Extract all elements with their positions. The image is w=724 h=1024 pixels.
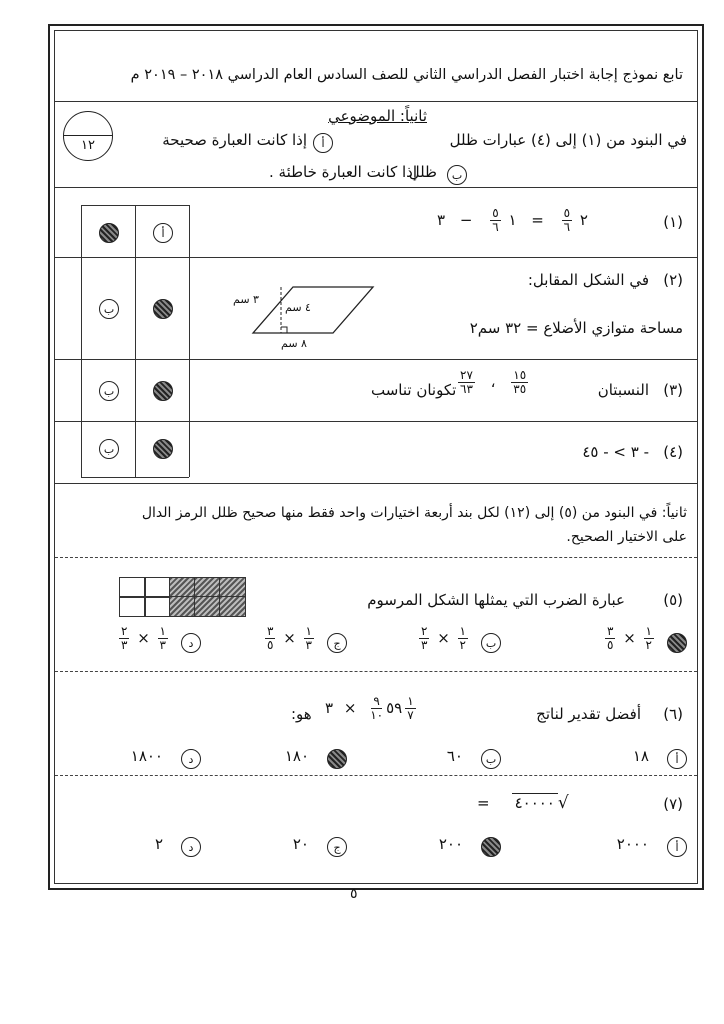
q2-number: (٢) <box>663 271 683 289</box>
page-number: ٥ <box>350 886 358 902</box>
q7-option-d-value: ٢ <box>154 835 163 853</box>
q6-option-c-value: ١٨٠ <box>284 747 309 765</box>
q3-post: تكونان تناسب <box>371 381 457 399</box>
page-frame <box>48 24 704 890</box>
q6-option-d[interactable]: د <box>181 749 201 769</box>
q2-text2: مساحة متوازي الأضلاع = ٣٢ سم٢ <box>469 319 683 337</box>
rule <box>55 421 697 422</box>
q1-option-true[interactable] <box>99 223 119 243</box>
section1-instr1b: إذا كانت العبارة صحيحة <box>162 131 307 149</box>
sqrt-icon: √ <box>557 793 569 813</box>
q6-option-b-value: ٦٠ <box>446 747 463 765</box>
q1-option-false[interactable]: أ <box>153 223 173 243</box>
rule <box>55 483 697 484</box>
section1-instr2: ظلل <box>408 163 437 181</box>
q5-option-a[interactable] <box>667 633 687 653</box>
q7-option-b[interactable] <box>481 837 501 857</box>
q6-number: (٦) <box>663 705 683 723</box>
section1-instr2b: إذا كانت العبارة خاطئة . <box>269 163 417 181</box>
q5-grid-figure <box>119 577 247 617</box>
q5-option-b[interactable]: ب <box>481 633 501 653</box>
inner-frame <box>54 30 698 884</box>
q5-option-d[interactable]: د <box>181 633 201 653</box>
q4-number: (٤) <box>663 443 683 461</box>
separator <box>55 671 697 672</box>
q5-option-c-value: $\frac{٣}{٥}$ × $\frac{١}{٣}$ <box>266 624 312 652</box>
q7-radical <box>477 793 569 813</box>
q5-option-a-value: $\frac{٣}{٥}$ × $\frac{١}{٢}$ <box>606 624 652 652</box>
q3-number: (٣) <box>663 381 683 399</box>
q5-option-d-value: $\frac{٢}{٣}$ × $\frac{١}{٣}$ <box>120 624 166 652</box>
q6-expression: ٥٩ $\frac{٩}{١٠}$ × ٣ $\frac{١}{٧}$ <box>325 694 414 722</box>
q6-option-d-value: ١٨٠٠ <box>130 747 163 765</box>
q6-tail: هو: <box>291 705 312 723</box>
q6-option-c[interactable] <box>327 749 347 769</box>
q2-label-side: ٣ سم <box>233 293 259 306</box>
q7-option-c-value: ٢٠ <box>292 835 309 853</box>
q7-radicand: ٤٠٠٠٠ <box>512 793 558 812</box>
q7-option-c[interactable]: ج <box>327 837 347 857</box>
q5-text: عبارة الضرب التي يمثلها الشكل المرسوم <box>367 591 625 609</box>
q5-number: (٥) <box>663 591 683 609</box>
q6-option-a-value: ١٨ <box>632 747 649 765</box>
parallelogram-figure <box>223 277 393 353</box>
q7-equals: = <box>477 794 490 812</box>
q6-text: أفضل تقدير لناتج <box>536 705 641 723</box>
q3-pre: النسبتان <box>597 381 649 399</box>
separator <box>55 557 697 558</box>
rule <box>55 257 697 258</box>
rule <box>55 187 697 188</box>
q7-option-a-value: ٢٠٠٠ <box>616 835 649 853</box>
q1-whole-c: ٢ <box>579 211 588 229</box>
true-symbol: أ <box>313 133 333 153</box>
q6-option-b[interactable]: ب <box>481 749 501 769</box>
q7-option-b-value: ٢٠٠ <box>438 835 463 853</box>
q5-option-c[interactable]: ج <box>327 633 347 653</box>
q2-option-true[interactable] <box>153 299 173 319</box>
q4-option-true[interactable] <box>153 439 173 459</box>
grid-line <box>135 205 136 477</box>
section2-line1: ثانياً: في البنود من (٥) إلى (١٢) لكل بند أربعة اختيارات واحد فقط منها صحيح ظلل الرمز الدال <box>141 505 687 521</box>
q1-number: (١) <box>663 213 683 231</box>
q7-option-d[interactable]: د <box>181 837 201 857</box>
section1-instr1: في البنود من (١) إلى (٤) عبارات ظلل <box>449 131 687 149</box>
q3-option-false[interactable]: ب <box>99 381 119 401</box>
q2-label-base: ٨ سم <box>281 337 307 350</box>
q6-option-a[interactable]: أ <box>667 749 687 769</box>
section1-title: ثانياً: الموضوعي <box>328 107 427 125</box>
q2-option-false[interactable]: ب <box>99 299 119 319</box>
q1-expression: ٢ $\frac{٥}{٦}$ = ١ $\frac{٥}{٦}$ − ٣ <box>437 206 588 234</box>
rule <box>55 101 697 102</box>
q4-option-false[interactable]: ب <box>99 439 119 459</box>
q5-option-b-value: $\frac{٢}{٣}$ × $\frac{١}{٢}$ <box>420 624 466 652</box>
grid-line <box>189 205 190 477</box>
separator <box>55 775 697 776</box>
false-symbol: ب <box>447 165 467 185</box>
q3-option-true[interactable] <box>153 381 173 401</box>
score-circle <box>63 111 113 161</box>
q2-text: في الشكل المقابل: <box>527 271 649 289</box>
section2-line2: على الاختيار الصحيح. <box>566 529 687 545</box>
q7-option-a[interactable]: أ <box>667 837 687 857</box>
q7-number: (٧) <box>663 795 683 813</box>
rule <box>55 359 697 360</box>
q3-fractions: $\frac{٢٧}{٦٣}$ ، $\frac{١٥}{٣٥}$ <box>460 368 527 396</box>
score-value: ١٢ <box>81 138 95 153</box>
grid-line <box>81 205 82 477</box>
q4-text: - ٣ > - ٤٥ <box>582 443 649 461</box>
q2-label-height: ٤ سم <box>285 301 311 314</box>
header-title: تابع نموذج إجابة اختبار الفصل الدراسي الثاني للصف السادس العام الدراسي ٢٠١٨ – ٢٠١٩ م <box>130 67 683 83</box>
